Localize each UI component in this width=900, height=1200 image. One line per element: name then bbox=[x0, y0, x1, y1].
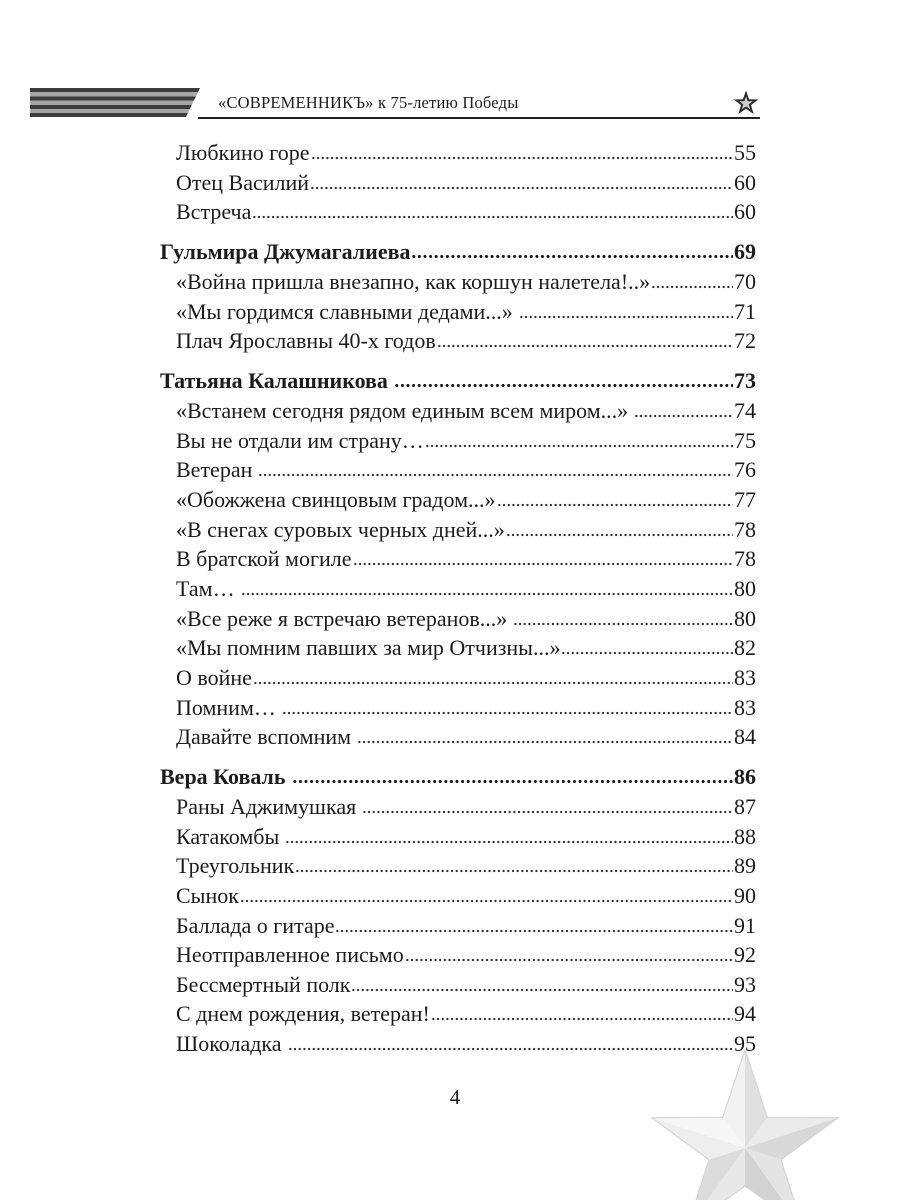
header-rule bbox=[198, 117, 760, 119]
dot-leader bbox=[561, 651, 733, 655]
toc-entry-page: 91 bbox=[734, 912, 756, 938]
toc-entry bbox=[160, 1029, 756, 1059]
toc-author-heading bbox=[160, 237, 756, 267]
dot-leader bbox=[506, 533, 733, 537]
toc-entry-page: 94 bbox=[734, 1001, 756, 1027]
dot-leader bbox=[394, 383, 733, 388]
toc-entry bbox=[160, 455, 756, 485]
toc-entry bbox=[160, 881, 756, 911]
toc-section bbox=[160, 762, 756, 1058]
dot-leader bbox=[253, 681, 733, 685]
toc-entry bbox=[160, 970, 756, 1000]
toc-author-name: Татьяна Калашникова bbox=[160, 368, 388, 394]
dot-leader bbox=[425, 444, 733, 448]
dot-leader bbox=[357, 740, 733, 744]
toc-author-page: 69 bbox=[734, 239, 756, 265]
toc-entry-title: «Обожжена свинцовым градом...» bbox=[176, 487, 496, 513]
toc-entry-page: 60 bbox=[734, 169, 756, 195]
toc-entry bbox=[160, 693, 756, 723]
toc-entry-title: Помним… bbox=[176, 694, 276, 720]
toc-author-name: Вера Коваль bbox=[160, 764, 286, 790]
toc-entry bbox=[160, 822, 756, 852]
dot-leader bbox=[411, 254, 733, 259]
toc-entry bbox=[160, 574, 756, 604]
toc-entry-page: 83 bbox=[734, 664, 756, 690]
toc-entry-page: 80 bbox=[734, 605, 756, 631]
ribbon-icon bbox=[30, 88, 200, 117]
toc-entry bbox=[160, 633, 756, 663]
toc-entry-title: «Мы помним павших за мир Отчизны...» bbox=[176, 635, 561, 661]
toc-entry-page: 75 bbox=[734, 427, 756, 453]
ribbon-stripe bbox=[30, 109, 190, 113]
toc-entry bbox=[160, 485, 756, 515]
toc-entry-page: 90 bbox=[734, 882, 756, 908]
dot-leader bbox=[405, 958, 733, 962]
toc-entry-title: «Война пришла внезапно, как коршун налетела!..» bbox=[176, 269, 651, 295]
toc-entry-page: 83 bbox=[734, 694, 756, 720]
toc-entry-title: Ветеран bbox=[176, 457, 253, 483]
toc-entry bbox=[160, 911, 756, 941]
toc-entry bbox=[160, 267, 756, 297]
toc-entry-title: Шоколадка bbox=[176, 1031, 282, 1057]
toc-entry-page: 72 bbox=[734, 328, 756, 354]
toc-entry-page: 60 bbox=[734, 199, 756, 225]
toc-entry-page: 70 bbox=[734, 269, 756, 295]
toc-entry-title: Встреча bbox=[176, 199, 252, 225]
dot-leader bbox=[351, 988, 733, 992]
dot-leader bbox=[513, 622, 733, 626]
toc-entry bbox=[160, 722, 756, 752]
running-header: «СОВРЕМЕННИКЪ» к 75-летию Победы bbox=[218, 93, 519, 112]
toc-entry bbox=[160, 544, 756, 574]
dot-leader bbox=[497, 503, 734, 507]
toc-entry-title: «В снегах суровых черных дней...» bbox=[176, 516, 505, 542]
toc-entry bbox=[160, 663, 756, 693]
dot-leader bbox=[252, 215, 733, 219]
toc-entry-page: 82 bbox=[734, 635, 756, 661]
toc-entry-title: Сынок bbox=[176, 882, 239, 908]
toc-entry bbox=[160, 851, 756, 881]
toc-entry-title: Плач Ярославны 40-х годов bbox=[176, 328, 436, 354]
toc-entry bbox=[160, 426, 756, 456]
toc-entry-page: 78 bbox=[734, 516, 756, 542]
dot-leader bbox=[335, 929, 733, 933]
toc-entry-title: Неотправленное письмо bbox=[176, 942, 404, 968]
toc-entry bbox=[160, 604, 756, 634]
toc-entry-page: 84 bbox=[734, 724, 756, 750]
dot-leader bbox=[437, 344, 733, 348]
toc-entry-title: Баллада о гитаре bbox=[176, 912, 335, 938]
toc-entry-title: Вы не отдали им страну… bbox=[176, 427, 424, 453]
toc-author-heading bbox=[160, 762, 756, 792]
toc-entry-page: 95 bbox=[734, 1031, 756, 1057]
ribbon-stripe bbox=[30, 88, 200, 92]
toc-entry bbox=[160, 792, 756, 822]
dot-leader bbox=[288, 1047, 733, 1051]
toc-entry bbox=[160, 326, 756, 356]
dot-leader bbox=[431, 1017, 733, 1021]
dot-leader bbox=[240, 899, 733, 903]
toc-entry-title: Бессмертный полк bbox=[176, 971, 351, 997]
dot-leader bbox=[362, 810, 733, 814]
toc-entry-title: «Все реже я встречаю ветеранов...» bbox=[176, 605, 508, 631]
toc-entry-title: «Встанем сегодня рядом единым всем миром...» bbox=[176, 398, 629, 424]
toc-entry-title: Давайте вспомним bbox=[176, 724, 352, 750]
toc-entry-title: О войне bbox=[176, 664, 252, 690]
toc-entry-title: Отец Василий bbox=[176, 169, 310, 195]
page-number: 4 bbox=[449, 1085, 461, 1109]
dot-leader bbox=[311, 156, 733, 160]
toc-entry bbox=[160, 396, 756, 426]
toc-author-name: Гульмира Джумагалиева bbox=[160, 239, 411, 265]
toc-entry bbox=[160, 138, 756, 168]
toc-entry bbox=[160, 940, 756, 970]
toc-section bbox=[160, 237, 756, 356]
toc-section-continued bbox=[160, 138, 756, 227]
toc-entry-page: 71 bbox=[734, 298, 756, 324]
dot-leader bbox=[285, 840, 733, 844]
toc-entry-title: Катакомбы bbox=[176, 823, 280, 849]
ribbon-stripe bbox=[30, 105, 192, 109]
toc-entry-page: 88 bbox=[734, 823, 756, 849]
toc-author-page: 86 bbox=[734, 764, 756, 790]
dot-leader bbox=[282, 711, 733, 715]
toc-entry-page: 87 bbox=[734, 793, 756, 819]
toc-entry-page: 93 bbox=[734, 971, 756, 997]
ribbon-stripe bbox=[30, 101, 194, 106]
toc-entry bbox=[160, 515, 756, 545]
ribbon-stripe bbox=[30, 92, 198, 97]
toc-entry-page: 80 bbox=[734, 575, 756, 601]
toc-entry-page: 77 bbox=[734, 487, 756, 513]
toc-entry-title: Любкино горе bbox=[176, 140, 310, 165]
toc-entry-page: 55 bbox=[734, 140, 756, 165]
dot-leader bbox=[353, 562, 733, 566]
toc-entry bbox=[160, 197, 756, 227]
ribbon-stripe bbox=[30, 113, 188, 117]
toc-entry-title: «Мы гордимся славными дедами...» bbox=[176, 298, 513, 324]
toc-entry-page: 89 bbox=[734, 853, 756, 879]
toc-entry bbox=[160, 168, 756, 198]
toc-entry-title: Треугольник bbox=[176, 853, 295, 879]
dot-leader bbox=[292, 779, 733, 784]
dot-leader bbox=[258, 473, 733, 477]
watermark-star-icon bbox=[652, 1050, 838, 1200]
dot-leader bbox=[295, 869, 733, 873]
toc-entry-title: В братской могиле bbox=[176, 546, 352, 572]
toc-entry-title: Раны Аджимушкая bbox=[176, 793, 357, 819]
toc-section bbox=[160, 366, 756, 751]
table-of-contents bbox=[160, 138, 756, 1059]
toc-author-heading bbox=[160, 366, 756, 396]
dot-leader bbox=[634, 414, 733, 418]
ribbon-stripe bbox=[30, 97, 196, 101]
dot-leader bbox=[241, 592, 733, 596]
dot-leader bbox=[310, 186, 733, 190]
dot-leader bbox=[651, 285, 733, 289]
toc-entry bbox=[160, 999, 756, 1029]
toc-entry-title: С днем рождения, ветеран! bbox=[176, 1001, 430, 1027]
toc-entry-page: 76 bbox=[734, 457, 756, 483]
dot-leader bbox=[519, 315, 733, 319]
star-icon bbox=[734, 91, 759, 115]
toc-entry-page: 92 bbox=[734, 942, 756, 968]
toc-author-page: 73 bbox=[734, 368, 756, 394]
toc-entry-title: Там… bbox=[176, 575, 235, 601]
toc-entry-page: 78 bbox=[734, 546, 756, 572]
toc-entry bbox=[160, 297, 756, 327]
toc-entry-page: 74 bbox=[734, 398, 756, 424]
